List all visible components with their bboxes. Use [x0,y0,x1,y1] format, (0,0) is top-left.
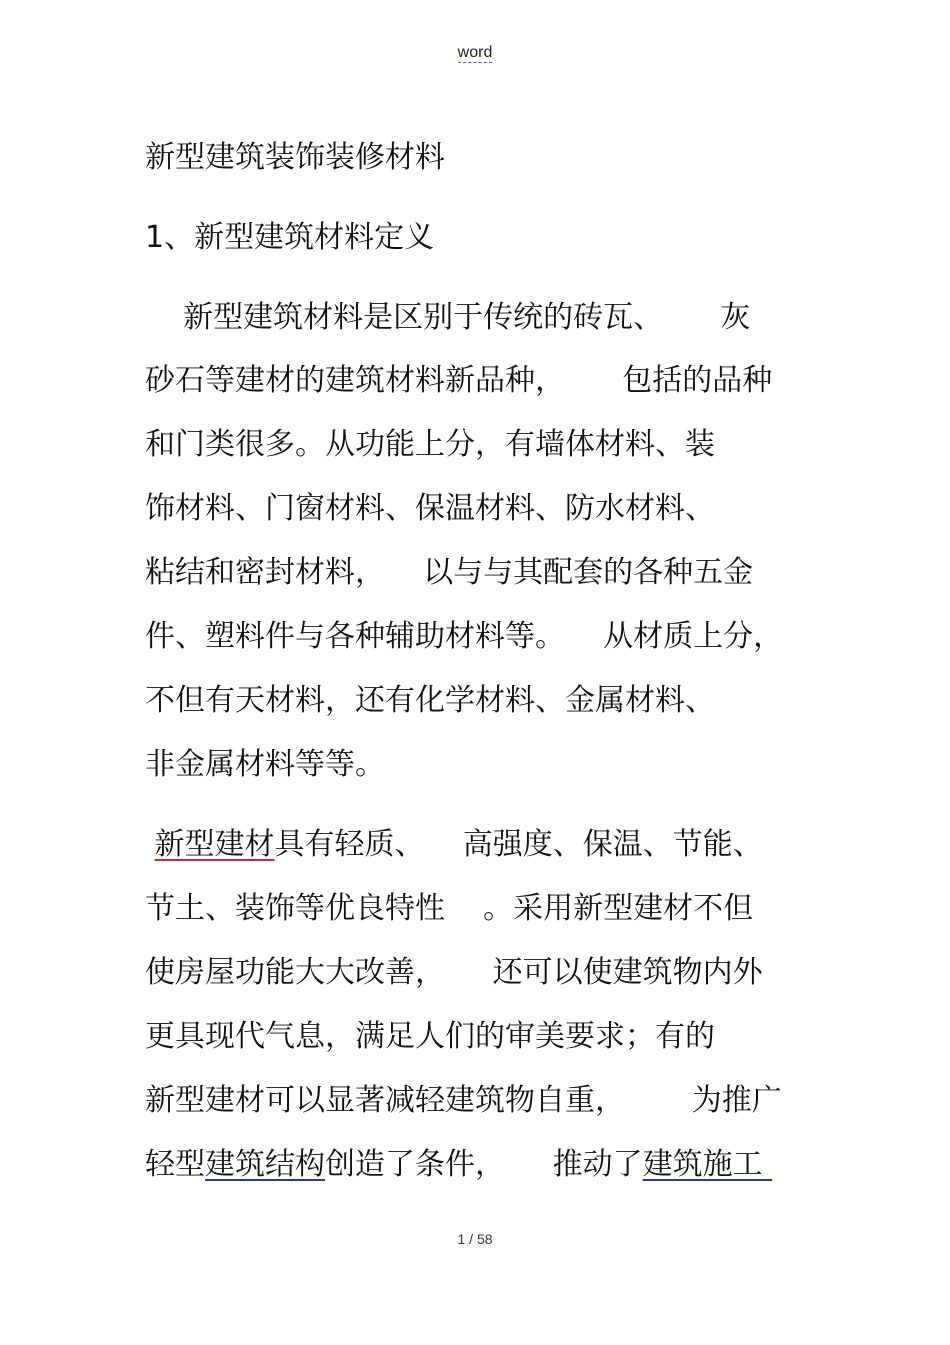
text-run: 创造了条件， 推动了 [325,1147,643,1182]
paragraph-line: 和门类很多。从功能上分，有墙体材料、装 [145,427,715,462]
paragraph-line: 粘结和密封材料， 以与与其配套的各种五金 [145,555,754,590]
indent-space [145,827,155,862]
underlined-term: 新型建材 [154,827,275,862]
text-run: 轻型 [145,1147,205,1182]
document-title: 新型建筑装饰装修材料 [145,140,445,175]
paragraph-line: 使房屋功能大大改善， 还可以使建筑物内外 [145,955,763,990]
paragraph-line: 不但有天材料，还有化学材料、金属材料、 [145,683,715,718]
text-run: 具有轻质、 高强度、保温、节能、 [274,827,763,862]
paragraph-line: 饰材料、门窗材料、保温材料、防水材料、 [145,491,715,526]
paragraph-line: 新型建筑材料是区别于传统的砖瓦、 灰 [145,300,751,335]
paragraph-line: 砂石等建材的建筑材料新品种， 包括的品种 [145,363,773,398]
paragraph-line [145,1145,772,1185]
paragraph-line [145,825,763,865]
underlined-term: 建筑施工 [642,1147,773,1182]
paragraph-line: 新型建材可以显著减轻建筑物自重， 为推广 [145,1083,782,1118]
underlined-term: 建筑结构 [205,1147,325,1182]
paragraph-line: 节土、装饰等优良特性 。采用新型建材不但 [145,891,754,926]
paragraph-line: 件、塑料件与各种辅助材料等。 从材质上分， [145,619,784,654]
section-heading: 1、新型建筑材料定义 [145,220,435,255]
paragraph-line: 非金属材料等等。 [145,747,385,782]
page-header [0,44,950,62]
header-label: word [457,44,493,61]
paragraph-line: 更具现代气息，满足人们的审美要求；有的 [145,1019,715,1054]
page-indicator: 1 / 58 [457,1231,493,1247]
